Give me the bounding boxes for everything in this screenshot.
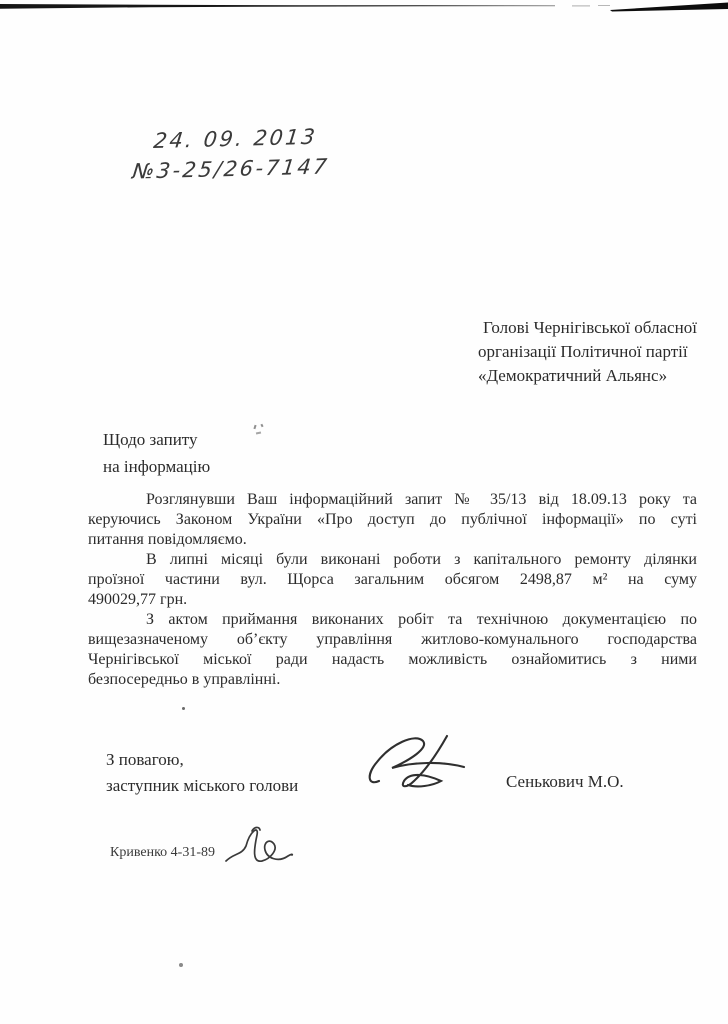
body-line: З актом приймання виконаних робіт та технічною документацією по bbox=[146, 611, 697, 628]
signer-name: Сенькович М.О. bbox=[506, 772, 624, 791]
ink-smudge-mark bbox=[252, 424, 266, 436]
signature-executor bbox=[222, 823, 296, 873]
scan-speck bbox=[182, 707, 185, 710]
scan-speck bbox=[179, 963, 183, 967]
subject-line: Щодо запиту bbox=[103, 430, 198, 449]
handwritten-date: 24. 09. 2013 bbox=[152, 124, 319, 154]
recipient-line: Голові Чернігівської обласної bbox=[483, 318, 697, 337]
signature-main bbox=[365, 733, 480, 795]
handwritten-reg-number: №3-25/26-7147 bbox=[131, 154, 331, 184]
body-line: вищезазначеному об’єкту управління житлово-комунального господарства bbox=[88, 631, 697, 648]
body-line: керуючись Законом України «Про доступ до публічної інформації» по суті bbox=[88, 511, 697, 528]
subject-block bbox=[103, 426, 210, 480]
scan-edge-artifact bbox=[0, 0, 728, 16]
signer-position: заступник міського голови bbox=[106, 776, 299, 795]
closing-regards: З повагою, bbox=[106, 750, 184, 769]
paragraph bbox=[88, 550, 697, 610]
subject-line: на інформацію bbox=[103, 457, 211, 476]
body-line: безпосередньо в управлінні. bbox=[88, 671, 281, 688]
letter-body bbox=[88, 490, 697, 690]
executor-contact: Кривенко 4-31-89 bbox=[110, 845, 215, 860]
recipient-line: «Демократичний Альянс» bbox=[478, 366, 668, 385]
body-line: Розглянувши Ваш інформаційний запит № 35/13 від 18.09.13 року та bbox=[146, 491, 697, 508]
recipient-line: організації Політичної партії bbox=[478, 342, 688, 361]
body-line: 490029,77 грн. bbox=[88, 591, 188, 608]
paragraph bbox=[88, 490, 697, 550]
handwritten-registration-stamp bbox=[131, 121, 329, 186]
recipient-block bbox=[478, 316, 697, 388]
body-line: Чернігівської міської ради надасть можливість ознайомитись з ними bbox=[88, 651, 697, 668]
body-line: питання повідомляємо. bbox=[88, 531, 247, 548]
closing-block bbox=[106, 747, 298, 799]
paragraph bbox=[88, 610, 697, 690]
body-line: проїзної частини вул. Щорса загальним обсягом 2498,87 м² на суму bbox=[88, 571, 697, 588]
body-line: В липні місяці були виконані роботи з капітального ремонту ділянки bbox=[146, 551, 697, 568]
